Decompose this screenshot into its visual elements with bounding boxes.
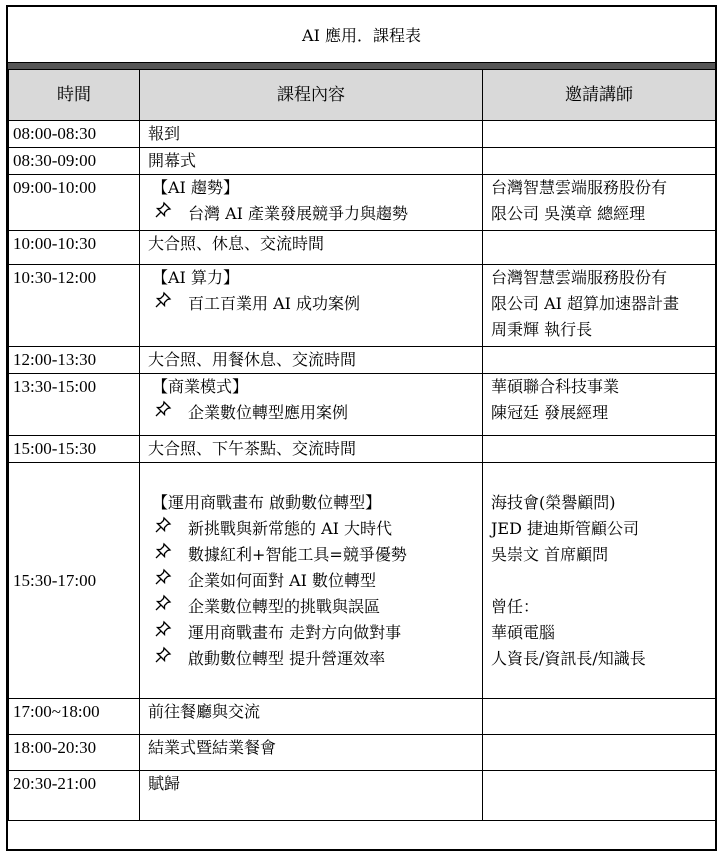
course-topic [148,516,476,542]
course-topic [148,400,476,426]
course-heading: 【AI 算力】 [152,268,239,287]
speaker-cell [483,265,716,347]
schedule-row [9,265,716,347]
speaker-line: 海技會(榮譽顧問) [491,492,616,512]
pushpin-icon [148,291,188,317]
pushpin-icon [148,620,188,646]
pushpin-icon [148,201,188,227]
schedule-frame [6,5,717,851]
course-topic-text: 企業數位轉型應用案例 [188,403,349,422]
speaker-cell [483,347,716,374]
course-topic [148,646,476,672]
time-cell: 15:00-15:30 [9,436,140,463]
schedule-row [9,231,716,265]
pushpin-icon [148,400,188,426]
speaker-line [491,568,709,594]
speaker-line: 華碩電腦 [491,622,556,642]
course-heading: 【AI 趨勢】 [152,178,239,197]
pushpin-icon [148,516,188,542]
time-cell: 10:30-12:00 [9,265,140,347]
speaker-cell [483,374,716,436]
speaker-line: 華碩聯合科技事業 [491,377,620,396]
course-heading: 前往餐廳與交流 [148,702,261,721]
header-speaker: 邀請講師 [483,70,716,121]
course-topic-text: 台灣 AI 產業發展競爭力與趨勢 [188,204,409,223]
time-cell: 18:00-20:30 [9,735,140,771]
schedule-row [9,699,716,735]
speaker-cell [483,231,716,265]
course-topic-text: 運用商戰畫布 走對方向做對事 [188,622,402,642]
speaker-line: 吳崇文 首席顧問 [491,544,609,564]
schedule-body [9,121,716,821]
speaker-line: 曾任： [491,596,540,616]
course-cell [140,735,483,771]
time-cell: 10:00-10:30 [9,231,140,265]
time-cell: 20:30-21:00 [9,771,140,821]
speaker-line: JED 捷迪斯管顧公司 [491,518,640,538]
schedule-row [9,735,716,771]
schedule-table [8,69,716,821]
course-cell [140,175,483,231]
course-cell [140,121,483,148]
speaker-line: 限公司 吳漢章 總經理 [491,204,646,223]
schedule-row [9,374,716,436]
time-cell: 08:00-08:30 [9,121,140,148]
course-cell [140,699,483,735]
pushpin-icon [148,568,188,594]
course-topic [148,542,476,568]
course-heading: 【運用商戰畫布 啟動數位轉型】 [152,492,382,512]
time-cell: 08:30-09:00 [9,148,140,175]
course-cell [140,463,483,699]
schedule-row [9,436,716,463]
header-time: 時間 [9,70,140,121]
course-topic [148,201,476,227]
speaker-cell [483,463,716,699]
speaker-cell [483,699,716,735]
speaker-line: 陳冠廷 發展經理 [491,403,609,422]
header-course: 課程內容 [140,70,483,121]
course-cell [140,771,483,821]
schedule-title: AI 應用．課程表 [8,7,715,63]
speaker-cell [483,771,716,821]
course-heading: 大合照、下午茶點、交流時間 [148,439,357,458]
course-heading: 大合照、用餐休息、交流時間 [148,350,357,369]
speaker-line: 人資長/資訊長/知識長 [491,648,646,668]
course-topic-text: 企業數位轉型的挑戰與誤區 [188,596,381,616]
course-cell [140,436,483,463]
course-cell [140,265,483,347]
course-topic-text: 百工百業用 AI 成功案例 [188,294,361,313]
schedule-row [9,121,716,148]
time-cell: 09:00-10:00 [9,175,140,231]
pushpin-icon [148,646,188,672]
speaker-line: 限公司 AI 超算加速器計畫 [491,294,680,313]
course-topic-text: 企業如何面對 AI 數位轉型 [188,570,377,590]
course-heading: 報到 [148,124,181,143]
time-cell: 15:30-17:00 [9,463,140,699]
time-cell: 17:00~18:00 [9,699,140,735]
schedule-row [9,175,716,231]
time-cell: 13:30-15:00 [9,374,140,436]
course-cell [140,148,483,175]
course-topic-text: 數據紅利+智能工具=競爭優勢 [188,544,407,564]
pushpin-icon [148,542,188,568]
course-topic-text: 新挑戰與新常態的 AI 大時代 [188,518,393,538]
speaker-line: 周秉輝 執行長 [491,320,593,339]
course-heading: 賦歸 [148,774,181,793]
course-cell [140,347,483,374]
speaker-cell [483,148,716,175]
schedule-row [9,148,716,175]
pushpin-icon [148,594,188,620]
speaker-line: 台灣智慧雲端服務股份有 [491,268,668,287]
course-topic [148,594,476,620]
speaker-cell [483,735,716,771]
schedule-row [9,347,716,374]
course-topic-text: 啟動數位轉型 提升營運效率 [188,648,386,668]
schedule-row [9,771,716,821]
course-heading: 【商業模式】 [152,377,249,396]
course-topic [148,291,476,317]
course-cell [140,374,483,436]
course-topic [148,620,476,646]
course-cell [140,231,483,265]
course-topic [148,568,476,594]
time-cell: 12:00-13:30 [9,347,140,374]
course-heading: 大合照、休息、交流時間 [148,234,325,253]
course-heading: 開幕式 [148,151,197,170]
speaker-cell [483,175,716,231]
header-row [9,70,716,121]
speaker-cell [483,121,716,148]
speaker-cell [483,436,716,463]
speaker-line: 台灣智慧雲端服務股份有 [491,178,668,197]
course-heading: 結業式暨結業餐會 [148,738,277,757]
schedule-row [9,463,716,699]
